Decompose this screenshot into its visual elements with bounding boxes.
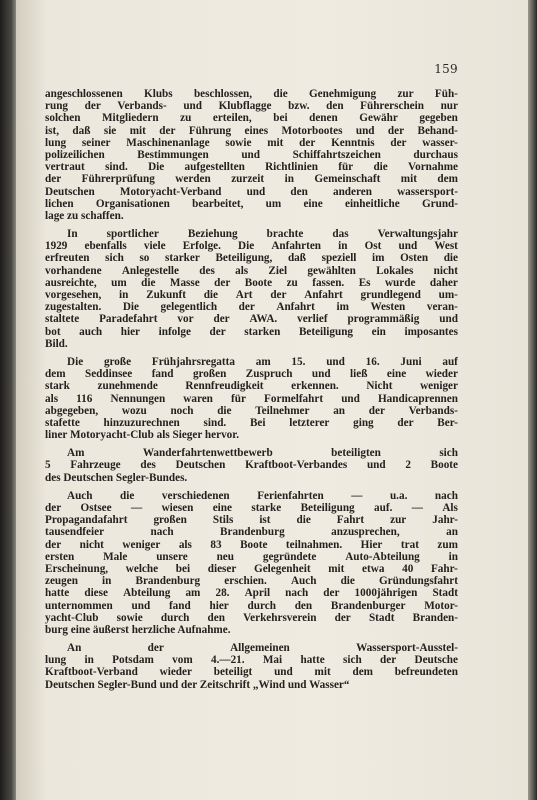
text-line: burg eine äußerst herzliche Aufnahme. <box>45 623 231 636</box>
text-line: staltete Paradefahrt vor der AWA. verlief programmäßig und <box>45 313 458 326</box>
paragraph <box>45 228 458 350</box>
page-edge-shadow <box>528 0 537 800</box>
text-line: Die große Frühjahrsregatta am 15. und 16. Juni auf <box>67 355 458 368</box>
text-line: polizeilichen Bestimmungen und Schiffahrtszeichen durchaus <box>45 148 458 161</box>
text-line: vorgesehen, in Zukunft die Art der Anfahrt grundlegend um- <box>45 289 458 301</box>
text-line: hatte diese Abteilung am 28. April nach der 1000jährigen Stadt <box>45 587 458 600</box>
text-line: vorhandene Anlegestelle des als Ziel gewählten Lokales nicht <box>45 264 458 277</box>
text-line: ausreichte, um die Masse der Boote zu fassen. Es wurde daher <box>45 276 458 289</box>
paragraph <box>45 356 458 441</box>
text-line: Erscheinung, welche bei dieser Gelegenheit mit etwa 40 Fahr- <box>45 562 458 575</box>
text-line: vertraut sind. Die aufgestellten Richtlinien für die Vornahme <box>45 161 458 174</box>
text-line: zeugen in Brandenburg erschien. Auch die Gründungsfahrt <box>45 575 458 588</box>
text-line: solchen Mitgliedern zu erteilen, bei denen Gewähr gegeben <box>45 112 458 125</box>
text-line: lung seiner Maschinenanlage sowie mit der Kenntnis der wasser- <box>45 136 458 149</box>
text-line: bot auch hier infolge der starken Beteiligung ein imposantes <box>45 325 458 338</box>
text-line: stark zunehmende Rennfreudigkeit erkennen. Nicht weniger <box>45 380 458 393</box>
text-line: dem Seddinsee fand großen Zuspruch und ließ eine wieder <box>45 368 458 381</box>
text-line: lung in Potsdam vom 4.—21. Mai hatte sich der Deutsche <box>45 654 458 667</box>
text-line: abgegeben, wozu noch die Teilnehmer an der Verbands- <box>45 404 458 417</box>
text-line: In sportlicher Beziehung brachte das Verwaltungsjahr <box>67 228 458 241</box>
text-line: ersten Male unsere neu gegründete Auto-Abteilung in <box>45 550 458 563</box>
text-line: yacht-Club sowie durch den Verkehrsverein der Stadt Branden- <box>45 611 458 624</box>
text-line: Bild. <box>45 337 68 350</box>
text-line: Propagandafahrt großen Stils ist die Fahrt zur Jahr- <box>45 514 458 527</box>
text-line: der Führerprüfung werden zurzeit in Gemeinschaft mit dem <box>45 173 458 186</box>
text-line: lichen Organisationen bearbeitet, um eine einheitliche Grund- <box>45 197 458 210</box>
text-line: der Ostsee — wiesen eine starke Beteiligung auf. — Als <box>45 502 458 514</box>
body-text <box>45 88 458 697</box>
text-line: des Deutschen Segler-Bundes. <box>45 471 188 484</box>
text-line: zugestalten. Die gelegentlich der Anfahrt im Westen veran- <box>45 301 458 314</box>
text-line: der nicht weniger als 83 Boote teilnahmen. Hier trat zum <box>45 538 458 551</box>
text-line: rung der Verbands- und Klubflagge bzw. den Führerschein nur <box>45 100 458 113</box>
text-line: Deutschen Motoryacht-Verband und den anderen wassersport- <box>45 185 458 198</box>
text-line: liner Motoryacht-Club als Sieger hervor. <box>45 429 239 442</box>
text-line: 1929 ebenfalls viele Erfolge. Die Anfahrten in Ost und West <box>45 240 458 253</box>
paragraph <box>45 88 458 222</box>
text-line: angeschlossenen Klubs beschlossen, die Genehmigung zur Füh- <box>45 88 458 100</box>
text-line: Kraftboot-Verband wieder beteiligt und mit dem befreundeten <box>45 666 458 679</box>
text-line: Auch die verschiedenen Ferienfahrten — u.a. nach <box>67 489 458 502</box>
text-line: als 116 Nennungen waren für Formelfahrt und Handicaprennen <box>45 392 458 405</box>
paragraph <box>45 642 458 691</box>
text-line: Am Wanderfahrtenwettbewerb beteiligten sich <box>67 447 458 460</box>
text-line: ist, daß sie mit der Führung eines Motorbootes und der Behand- <box>45 124 458 137</box>
book-gutter-shadow <box>0 0 16 800</box>
paragraph <box>45 490 458 636</box>
paragraph <box>45 447 458 484</box>
text-line: erfreuten sich so starker Beteiligung, daß speziell im Osten die <box>45 252 458 265</box>
text-line: lage zu schaffen. <box>45 209 124 222</box>
text-line: An der Allgemeinen Wassersport-Ausstel- <box>67 642 458 655</box>
text-line: tausendfeier nach Brandenburg anzusprechen, an <box>45 526 458 539</box>
text-line: Deutschen Segler-Bund und der Zeitschrift „Wind und Wasser“ <box>45 678 350 691</box>
page-number: 159 <box>434 62 458 76</box>
text-line: stafette hinzuzurechnen sind. Bei letzterer ging der Ber- <box>45 416 458 429</box>
text-line: 5 Fahrzeuge des Deutschen Kraftboot-Verbandes und 2 Boote <box>45 459 458 472</box>
text-line: unternommen und fand hier durch den Brandenburger Motor- <box>45 599 458 612</box>
book-page <box>16 0 528 800</box>
